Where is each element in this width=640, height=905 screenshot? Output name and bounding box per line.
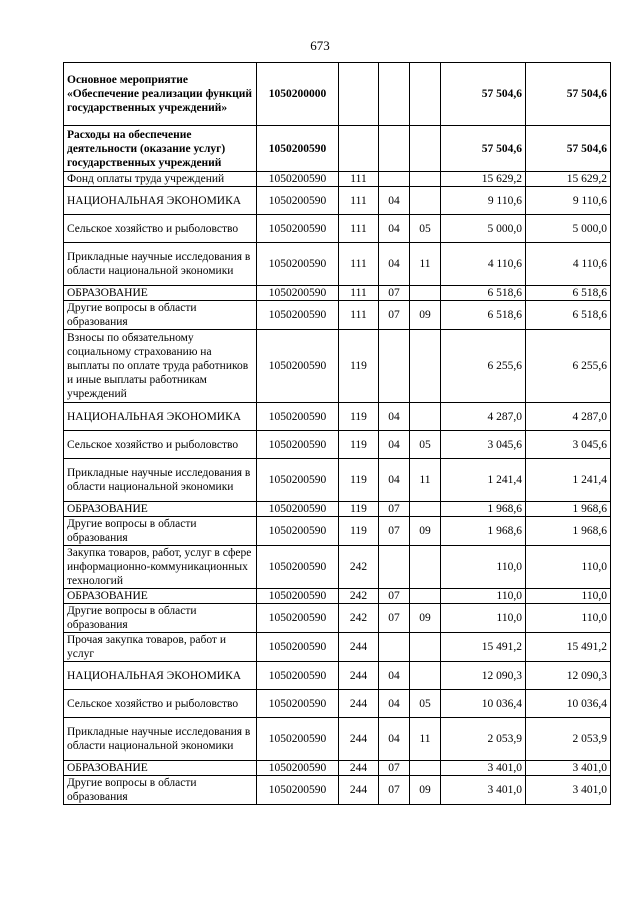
row-expense-type-cell xyxy=(339,63,379,126)
row-code-cell: 1050200590 xyxy=(257,776,339,805)
row-amount-2-cell: 9 110,6 xyxy=(526,187,611,215)
row-section-cell: 07 xyxy=(379,776,410,805)
row-name-cell: Сельское хозяйство и рыболовство xyxy=(64,690,257,718)
row-name-cell: НАЦИОНАЛЬНАЯ ЭКОНОМИКА xyxy=(64,662,257,690)
table-row xyxy=(64,546,611,589)
row-expense-type-cell: 244 xyxy=(339,718,379,761)
row-amount-2-cell: 15 629,2 xyxy=(526,172,611,187)
row-name-cell: Основное мероприятие «Обеспечение реализации функций государственных учреждений» xyxy=(64,63,257,126)
budget-table xyxy=(63,62,611,805)
row-name-cell: ОБРАЗОВАНИЕ xyxy=(64,502,257,517)
table-row xyxy=(64,662,611,690)
row-code-cell: 1050200590 xyxy=(257,403,339,431)
row-subsection-cell xyxy=(410,187,441,215)
row-amount-1-cell: 6 255,6 xyxy=(441,330,526,403)
row-name-cell: Закупка товаров, работ, услуг в сфере информационно-коммуникационных технологий xyxy=(64,546,257,589)
row-section-cell xyxy=(379,63,410,126)
row-section-cell: 07 xyxy=(379,589,410,604)
row-code-cell: 1050200590 xyxy=(257,215,339,243)
row-amount-2-cell: 110,0 xyxy=(526,604,611,633)
row-subsection-cell xyxy=(410,633,441,662)
row-name-cell: Прикладные научные исследования в области национальной экономики xyxy=(64,718,257,761)
row-amount-1-cell: 3 401,0 xyxy=(441,776,526,805)
table-row xyxy=(64,517,611,546)
table-row xyxy=(64,301,611,330)
row-expense-type-cell: 119 xyxy=(339,431,379,459)
table-row xyxy=(64,431,611,459)
row-expense-type-cell xyxy=(339,126,379,172)
row-subsection-cell xyxy=(410,126,441,172)
row-subsection-cell xyxy=(410,286,441,301)
row-section-cell: 04 xyxy=(379,403,410,431)
row-name-cell: Сельское хозяйство и рыболовство xyxy=(64,215,257,243)
row-expense-type-cell: 119 xyxy=(339,403,379,431)
table-row xyxy=(64,172,611,187)
row-amount-1-cell: 2 053,9 xyxy=(441,718,526,761)
row-name-cell: Прикладные научные исследования в области национальной экономики xyxy=(64,459,257,502)
row-amount-2-cell: 10 036,4 xyxy=(526,690,611,718)
row-amount-1-cell: 12 090,3 xyxy=(441,662,526,690)
row-subsection-cell: 05 xyxy=(410,215,441,243)
row-code-cell: 1050200590 xyxy=(257,589,339,604)
row-expense-type-cell: 119 xyxy=(339,517,379,546)
row-section-cell xyxy=(379,633,410,662)
row-expense-type-cell: 244 xyxy=(339,776,379,805)
row-amount-1-cell: 110,0 xyxy=(441,589,526,604)
row-code-cell: 1050200590 xyxy=(257,517,339,546)
row-amount-1-cell: 15 629,2 xyxy=(441,172,526,187)
row-section-cell: 07 xyxy=(379,517,410,546)
row-section-cell xyxy=(379,330,410,403)
row-amount-1-cell: 1 968,6 xyxy=(441,502,526,517)
row-name-cell: Взносы по обязательному социальному страхованию на выплаты по оплате труда работников и иные выплаты работникам учреждений xyxy=(64,330,257,403)
row-subsection-cell xyxy=(410,502,441,517)
row-amount-2-cell: 4 110,6 xyxy=(526,243,611,286)
row-amount-1-cell: 3 401,0 xyxy=(441,761,526,776)
table-row xyxy=(64,459,611,502)
row-expense-type-cell: 111 xyxy=(339,215,379,243)
row-name-cell: Прикладные научные исследования в области национальной экономики xyxy=(64,243,257,286)
row-expense-type-cell: 111 xyxy=(339,187,379,215)
row-amount-1-cell: 4 110,6 xyxy=(441,243,526,286)
table-row xyxy=(64,286,611,301)
row-subsection-cell: 09 xyxy=(410,776,441,805)
table-row xyxy=(64,243,611,286)
row-expense-type-cell: 244 xyxy=(339,690,379,718)
row-section-cell: 04 xyxy=(379,243,410,286)
row-section-cell: 04 xyxy=(379,690,410,718)
row-expense-type-cell: 244 xyxy=(339,633,379,662)
row-amount-2-cell: 3 401,0 xyxy=(526,761,611,776)
row-amount-2-cell: 6 518,6 xyxy=(526,286,611,301)
row-name-cell: Другие вопросы в области образования xyxy=(64,301,257,330)
row-expense-type-cell: 244 xyxy=(339,761,379,776)
row-amount-1-cell: 4 287,0 xyxy=(441,403,526,431)
table-row xyxy=(64,126,611,172)
row-amount-2-cell: 2 053,9 xyxy=(526,718,611,761)
row-expense-type-cell: 111 xyxy=(339,243,379,286)
row-amount-2-cell: 3 401,0 xyxy=(526,776,611,805)
row-section-cell xyxy=(379,126,410,172)
row-amount-1-cell: 110,0 xyxy=(441,604,526,633)
row-subsection-cell xyxy=(410,546,441,589)
row-code-cell: 1050200590 xyxy=(257,690,339,718)
row-amount-1-cell: 9 110,6 xyxy=(441,187,526,215)
table-row xyxy=(64,604,611,633)
row-subsection-cell: 05 xyxy=(410,690,441,718)
table-row xyxy=(64,330,611,403)
row-section-cell: 04 xyxy=(379,431,410,459)
row-subsection-cell xyxy=(410,662,441,690)
row-expense-type-cell: 119 xyxy=(339,459,379,502)
table-row xyxy=(64,215,611,243)
row-section-cell: 04 xyxy=(379,459,410,502)
row-code-cell: 1050200590 xyxy=(257,761,339,776)
row-amount-2-cell: 1 968,6 xyxy=(526,502,611,517)
row-code-cell: 1050200590 xyxy=(257,126,339,172)
row-amount-1-cell: 15 491,2 xyxy=(441,633,526,662)
row-code-cell: 1050200590 xyxy=(257,301,339,330)
row-amount-1-cell: 110,0 xyxy=(441,546,526,589)
row-amount-2-cell: 15 491,2 xyxy=(526,633,611,662)
row-name-cell: ОБРАЗОВАНИЕ xyxy=(64,761,257,776)
row-code-cell: 1050200590 xyxy=(257,431,339,459)
row-name-cell: Другие вопросы в области образования xyxy=(64,517,257,546)
row-code-cell: 1050200590 xyxy=(257,172,339,187)
row-amount-2-cell: 110,0 xyxy=(526,589,611,604)
table-row xyxy=(64,63,611,126)
row-amount-2-cell: 5 000,0 xyxy=(526,215,611,243)
row-expense-type-cell: 242 xyxy=(339,589,379,604)
row-expense-type-cell: 111 xyxy=(339,172,379,187)
row-amount-1-cell: 1 968,6 xyxy=(441,517,526,546)
table-row xyxy=(64,690,611,718)
row-subsection-cell: 09 xyxy=(410,517,441,546)
row-name-cell: Фонд оплаты труда учреждений xyxy=(64,172,257,187)
row-code-cell: 1050200590 xyxy=(257,662,339,690)
row-subsection-cell xyxy=(410,330,441,403)
row-name-cell: ОБРАЗОВАНИЕ xyxy=(64,589,257,604)
row-code-cell: 1050200590 xyxy=(257,502,339,517)
row-section-cell: 07 xyxy=(379,502,410,517)
page-number: 673 xyxy=(310,38,330,53)
row-code-cell: 1050200000 xyxy=(257,63,339,126)
row-amount-1-cell: 3 045,6 xyxy=(441,431,526,459)
row-subsection-cell: 11 xyxy=(410,459,441,502)
row-expense-type-cell: 119 xyxy=(339,330,379,403)
row-expense-type-cell: 119 xyxy=(339,502,379,517)
row-subsection-cell xyxy=(410,761,441,776)
row-section-cell: 04 xyxy=(379,718,410,761)
row-amount-1-cell: 6 518,6 xyxy=(441,301,526,330)
row-subsection-cell: 11 xyxy=(410,243,441,286)
row-subsection-cell xyxy=(410,403,441,431)
row-subsection-cell: 05 xyxy=(410,431,441,459)
row-amount-2-cell: 57 504,6 xyxy=(526,126,611,172)
row-expense-type-cell: 111 xyxy=(339,301,379,330)
table-row xyxy=(64,633,611,662)
row-code-cell: 1050200590 xyxy=(257,330,339,403)
table-row xyxy=(64,761,611,776)
row-name-cell: Прочая закупка товаров, работ и услуг xyxy=(64,633,257,662)
row-amount-2-cell: 57 504,6 xyxy=(526,63,611,126)
row-section-cell xyxy=(379,172,410,187)
table-row xyxy=(64,187,611,215)
row-name-cell: Расходы на обеспечение деятельности (оказание услуг) государственных учреждений xyxy=(64,126,257,172)
row-amount-1-cell: 57 504,6 xyxy=(441,126,526,172)
row-code-cell: 1050200590 xyxy=(257,286,339,301)
row-amount-2-cell: 12 090,3 xyxy=(526,662,611,690)
row-amount-2-cell: 6 518,6 xyxy=(526,301,611,330)
row-amount-2-cell: 3 045,6 xyxy=(526,431,611,459)
row-code-cell: 1050200590 xyxy=(257,187,339,215)
row-subsection-cell xyxy=(410,172,441,187)
row-code-cell: 1050200590 xyxy=(257,459,339,502)
row-subsection-cell xyxy=(410,63,441,126)
row-subsection-cell xyxy=(410,589,441,604)
row-section-cell: 07 xyxy=(379,761,410,776)
row-section-cell: 07 xyxy=(379,301,410,330)
row-section-cell: 04 xyxy=(379,662,410,690)
row-name-cell: Сельское хозяйство и рыболовство xyxy=(64,431,257,459)
row-name-cell: НАЦИОНАЛЬНАЯ ЭКОНОМИКА xyxy=(64,187,257,215)
row-code-cell: 1050200590 xyxy=(257,718,339,761)
row-code-cell: 1050200590 xyxy=(257,604,339,633)
row-expense-type-cell: 242 xyxy=(339,604,379,633)
table-row xyxy=(64,589,611,604)
row-subsection-cell: 09 xyxy=(410,604,441,633)
row-code-cell: 1050200590 xyxy=(257,633,339,662)
row-section-cell: 04 xyxy=(379,215,410,243)
row-subsection-cell: 11 xyxy=(410,718,441,761)
row-amount-2-cell: 6 255,6 xyxy=(526,330,611,403)
row-amount-1-cell: 6 518,6 xyxy=(441,286,526,301)
table-row xyxy=(64,776,611,805)
table-row xyxy=(64,403,611,431)
row-amount-1-cell: 1 241,4 xyxy=(441,459,526,502)
row-amount-2-cell: 1 241,4 xyxy=(526,459,611,502)
row-amount-2-cell: 1 968,6 xyxy=(526,517,611,546)
row-expense-type-cell: 242 xyxy=(339,546,379,589)
row-section-cell: 04 xyxy=(379,187,410,215)
row-name-cell: Другие вопросы в области образования xyxy=(64,604,257,633)
row-expense-type-cell: 244 xyxy=(339,662,379,690)
table-row xyxy=(64,502,611,517)
table-row xyxy=(64,718,611,761)
row-section-cell: 07 xyxy=(379,286,410,301)
row-amount-2-cell: 110,0 xyxy=(526,546,611,589)
row-name-cell: Другие вопросы в области образования xyxy=(64,776,257,805)
row-subsection-cell: 09 xyxy=(410,301,441,330)
row-section-cell: 07 xyxy=(379,604,410,633)
row-code-cell: 1050200590 xyxy=(257,243,339,286)
row-section-cell xyxy=(379,546,410,589)
row-amount-1-cell: 5 000,0 xyxy=(441,215,526,243)
row-name-cell: НАЦИОНАЛЬНАЯ ЭКОНОМИКА xyxy=(64,403,257,431)
row-expense-type-cell: 111 xyxy=(339,286,379,301)
budget-table-body xyxy=(64,63,611,805)
row-name-cell: ОБРАЗОВАНИЕ xyxy=(64,286,257,301)
row-amount-2-cell: 4 287,0 xyxy=(526,403,611,431)
row-amount-1-cell: 10 036,4 xyxy=(441,690,526,718)
row-code-cell: 1050200590 xyxy=(257,546,339,589)
row-amount-1-cell: 57 504,6 xyxy=(441,63,526,126)
